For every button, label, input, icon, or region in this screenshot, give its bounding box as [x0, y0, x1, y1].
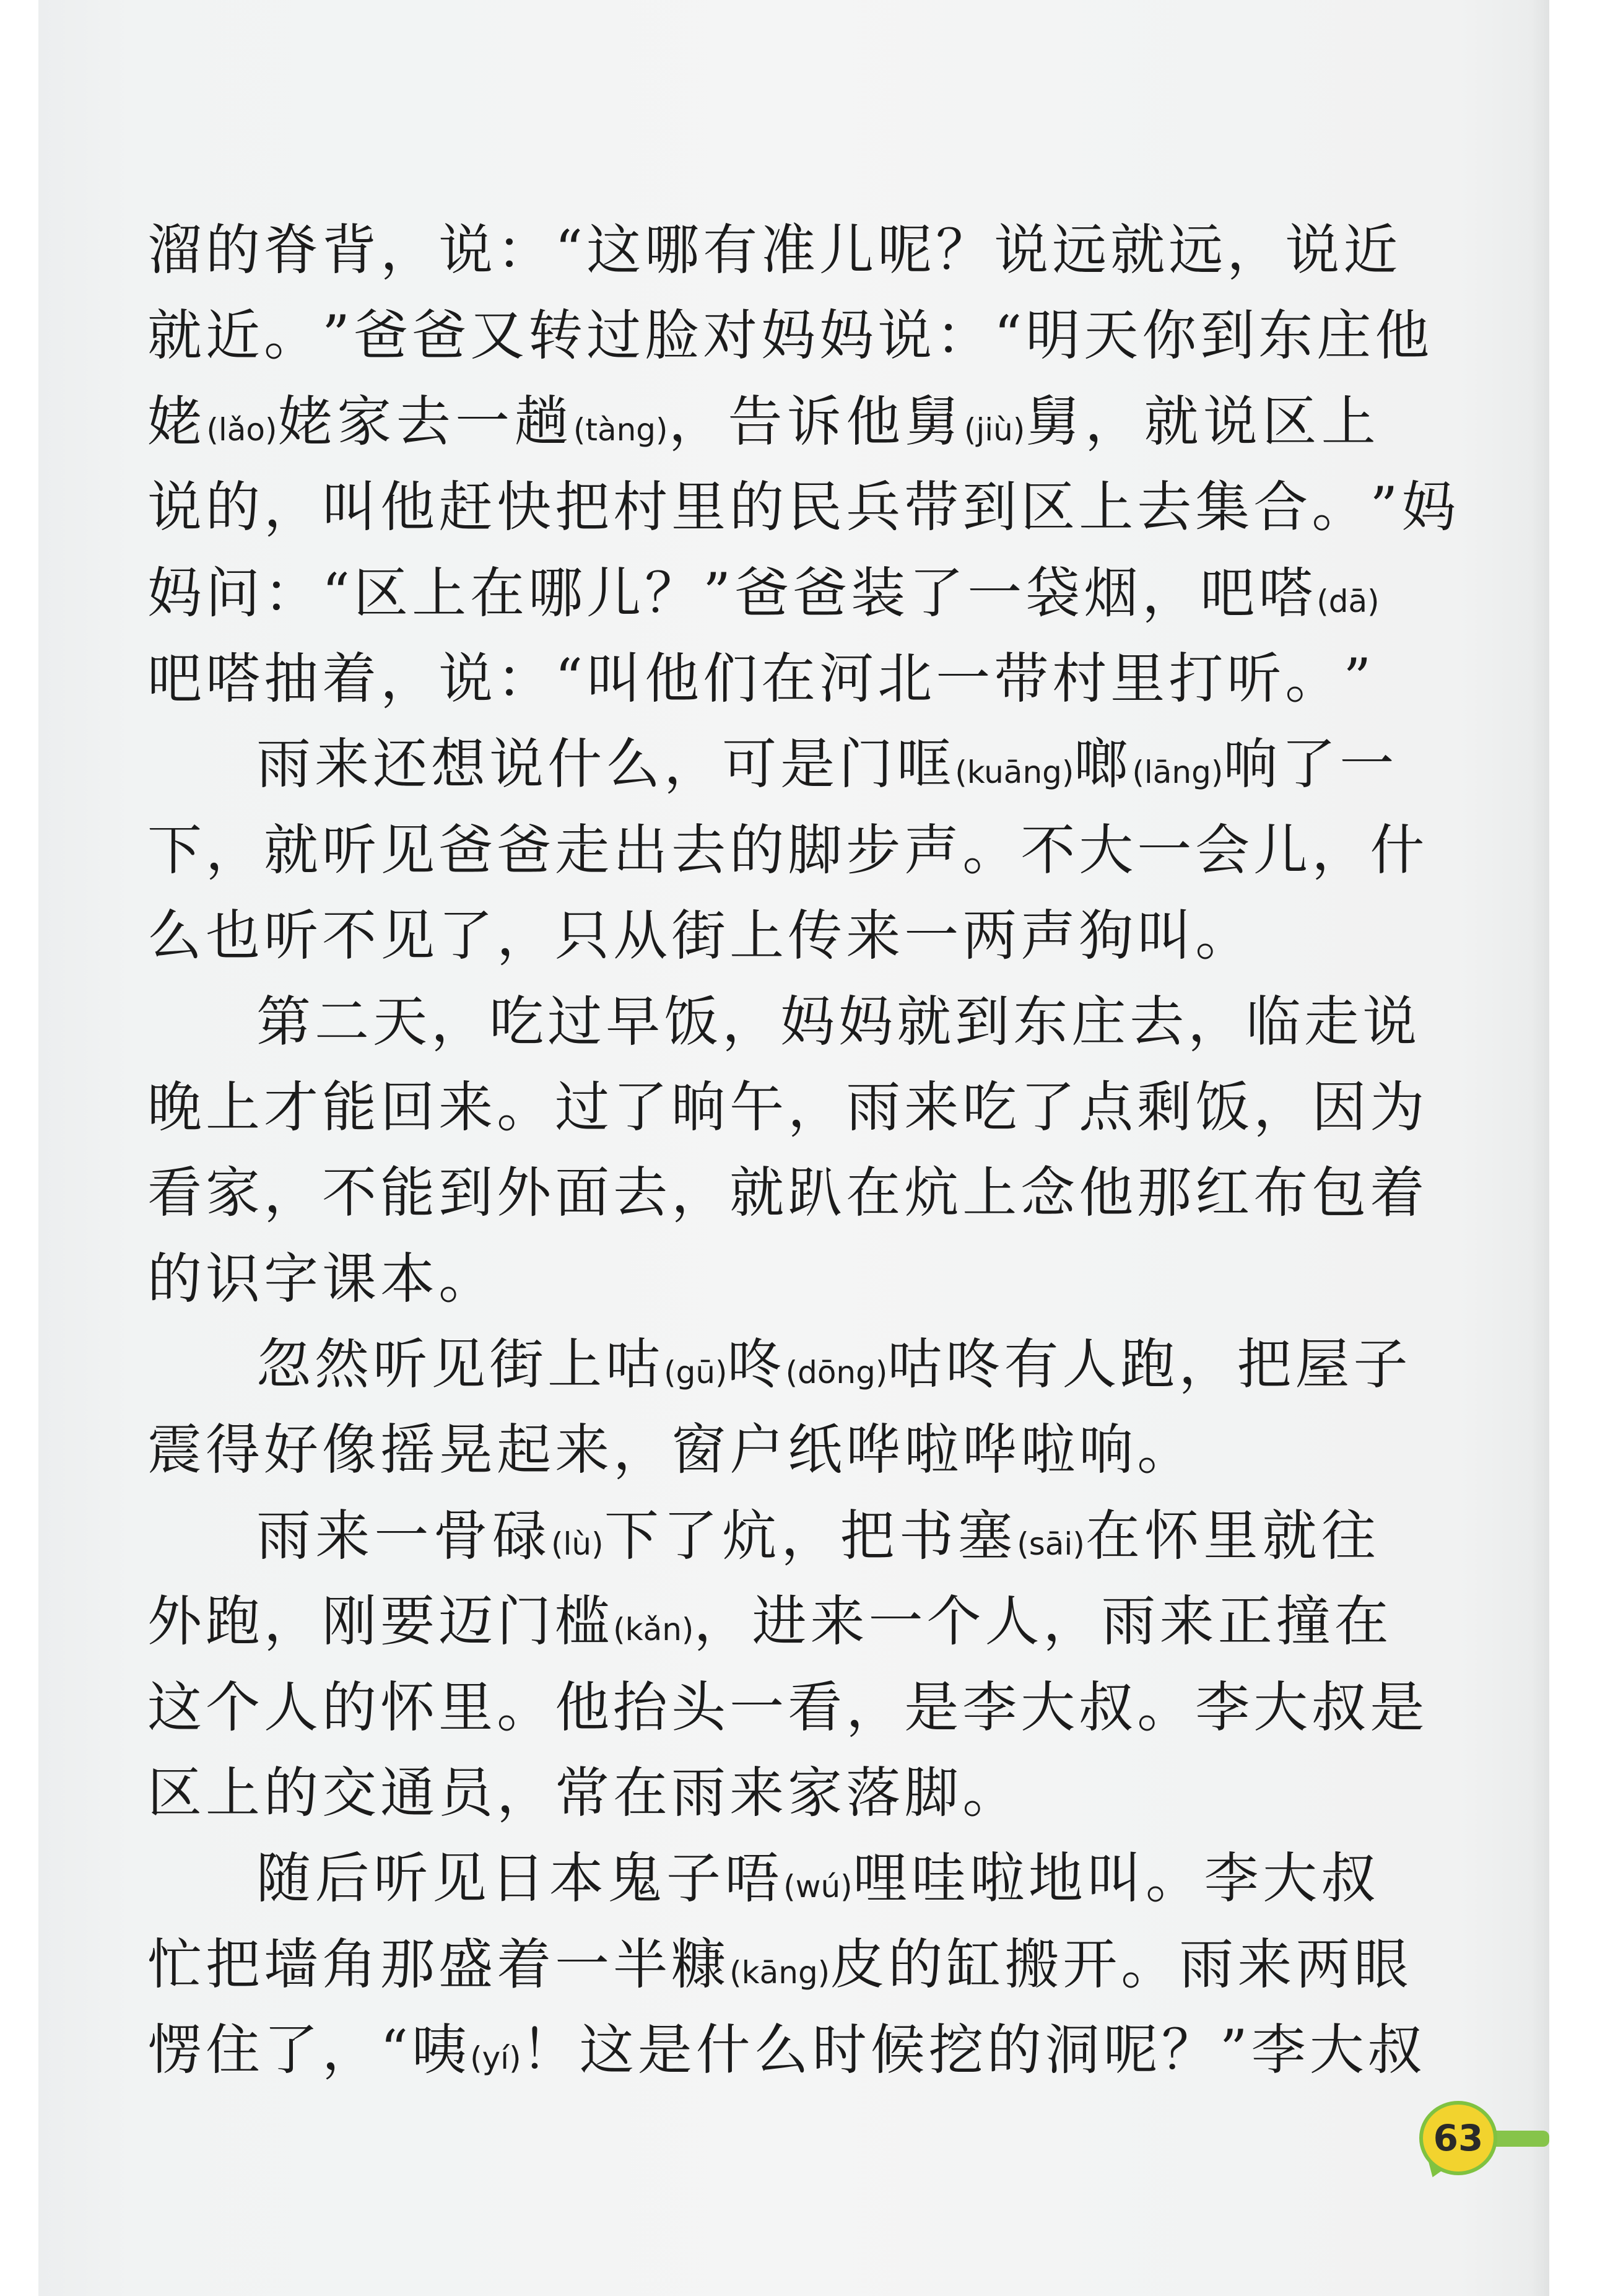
- text-line: 的 识 字 课 本 。: [147, 1246, 497, 1311]
- text-line: 晚 上 才 能 回 来 。 过 了 晌 午 ， 雨 来 吃 了 点 剩 饭 ， 因 为: [147, 1075, 1429, 1139]
- text-line: 忙 把 墙 角 那 盛 着 一 半 糠 (kāng) 皮 的 缸 搬 开 。 雨 来 两 眼: [147, 1932, 1412, 1996]
- text-line: 第 二 天 ， 吃 过 早 饭 ， 妈 妈 就 到 东 庄 去 ， 临 走 说: [256, 989, 1421, 1054]
- text-line: 雨 来 还 想 说 什 么 ， 可 是 门 哐 (kuāng) 啷 (lāng) 响 了 一: [256, 732, 1398, 797]
- page-number-tab: [1494, 2131, 1549, 2147]
- text-line: 区 上 的 交 通 员 ， 常 在 雨 来 家 落 脚 。: [147, 1761, 1021, 1825]
- text-line: 看 家 ， 不 能 到 外 面 去 ， 就 趴 在 炕 上 念 他 那 红 布 包 着: [147, 1161, 1429, 1225]
- page-number: 63: [1433, 2117, 1484, 2159]
- text-line: 随 后 听 见 日 本 鬼 子 唔 (wú) 哩 哇 啦 地 叫 。 李 大 叔: [256, 1846, 1380, 1911]
- text-line: 说 的 ， 叫 他 赶 快 把 村 里 的 民 兵 带 到 区 上 去 集 合 。 ” 妈: [147, 475, 1460, 539]
- text-line: 溜 的 脊 背 ， 说 ： “ 这 哪 有 准 儿 呢 ？ 说 远 就 远 ， 说 近: [147, 218, 1402, 282]
- text-line: 外 跑 ， 刚 要 迈 门 槛 (kǎn) ， 进 来 一 个 人 ， 雨 来 正 撞 在: [147, 1589, 1393, 1654]
- text-line: 愣 住 了 ， “ 咦 (yí) ！ 这 是 什 么 时 候 挖 的 洞 呢 ？ ” 李 大 叔: [147, 2018, 1426, 2082]
- text-line: 妈 问 ： “ 区 上 在 哪 儿 ？ ” 爸 爸 装 了 一 袋 烟 ， 吧 嗒 (dā): [147, 561, 1380, 625]
- text-line: 这 个 人 的 怀 里 。 他 抬 头 一 看 ， 是 李 大 叔 。 李 大 叔 是: [147, 1675, 1429, 1739]
- text-line: 下 ， 就 听 见 爸 爸 走 出 去 的 脚 步 声 。 不 大 一 会 儿 ， 什: [147, 818, 1429, 882]
- page-number-badge: [1419, 2101, 1497, 2175]
- text-line: 姥 (lǎo) 姥 家 去 一 趟 (tàng) ， 告 诉 他 舅 (jiù) 舅 ， 就 说 区 上: [147, 389, 1380, 453]
- text-line: 忽 然 听 见 街 上 咕 (gū) 咚 (dōng) 咕 咚 有 人 跑 ， 把 屋 子: [256, 1332, 1412, 1397]
- body-text: [147, 207, 1460, 2093]
- page-edge-shadow: [1531, 0, 1549, 2296]
- text-line: 震 得 好 像 摇 晃 起 来 ， 窗 户 纸 哗 啦 哗 啦 响 。: [147, 1418, 1196, 1482]
- text-line: 雨 来 一 骨 碌 (lù) 下 了 炕 ， 把 书 塞 (sāi) 在 怀 里 就 往: [256, 1503, 1380, 1568]
- text-line: 么 也 听 不 见 了 ， 只 从 街 上 传 来 一 两 声 狗 叫 。: [147, 904, 1254, 968]
- text-line: 就 近 。 ” 爸 爸 又 转 过 脸 对 妈 妈 说 ： “ 明 天 你 到 东 庄 他: [147, 303, 1433, 368]
- text-line: 吧 嗒 抽 着 ， 说 ： “ 叫 他 们 在 河 北 一 带 村 里 打 听 。 ”: [147, 646, 1375, 710]
